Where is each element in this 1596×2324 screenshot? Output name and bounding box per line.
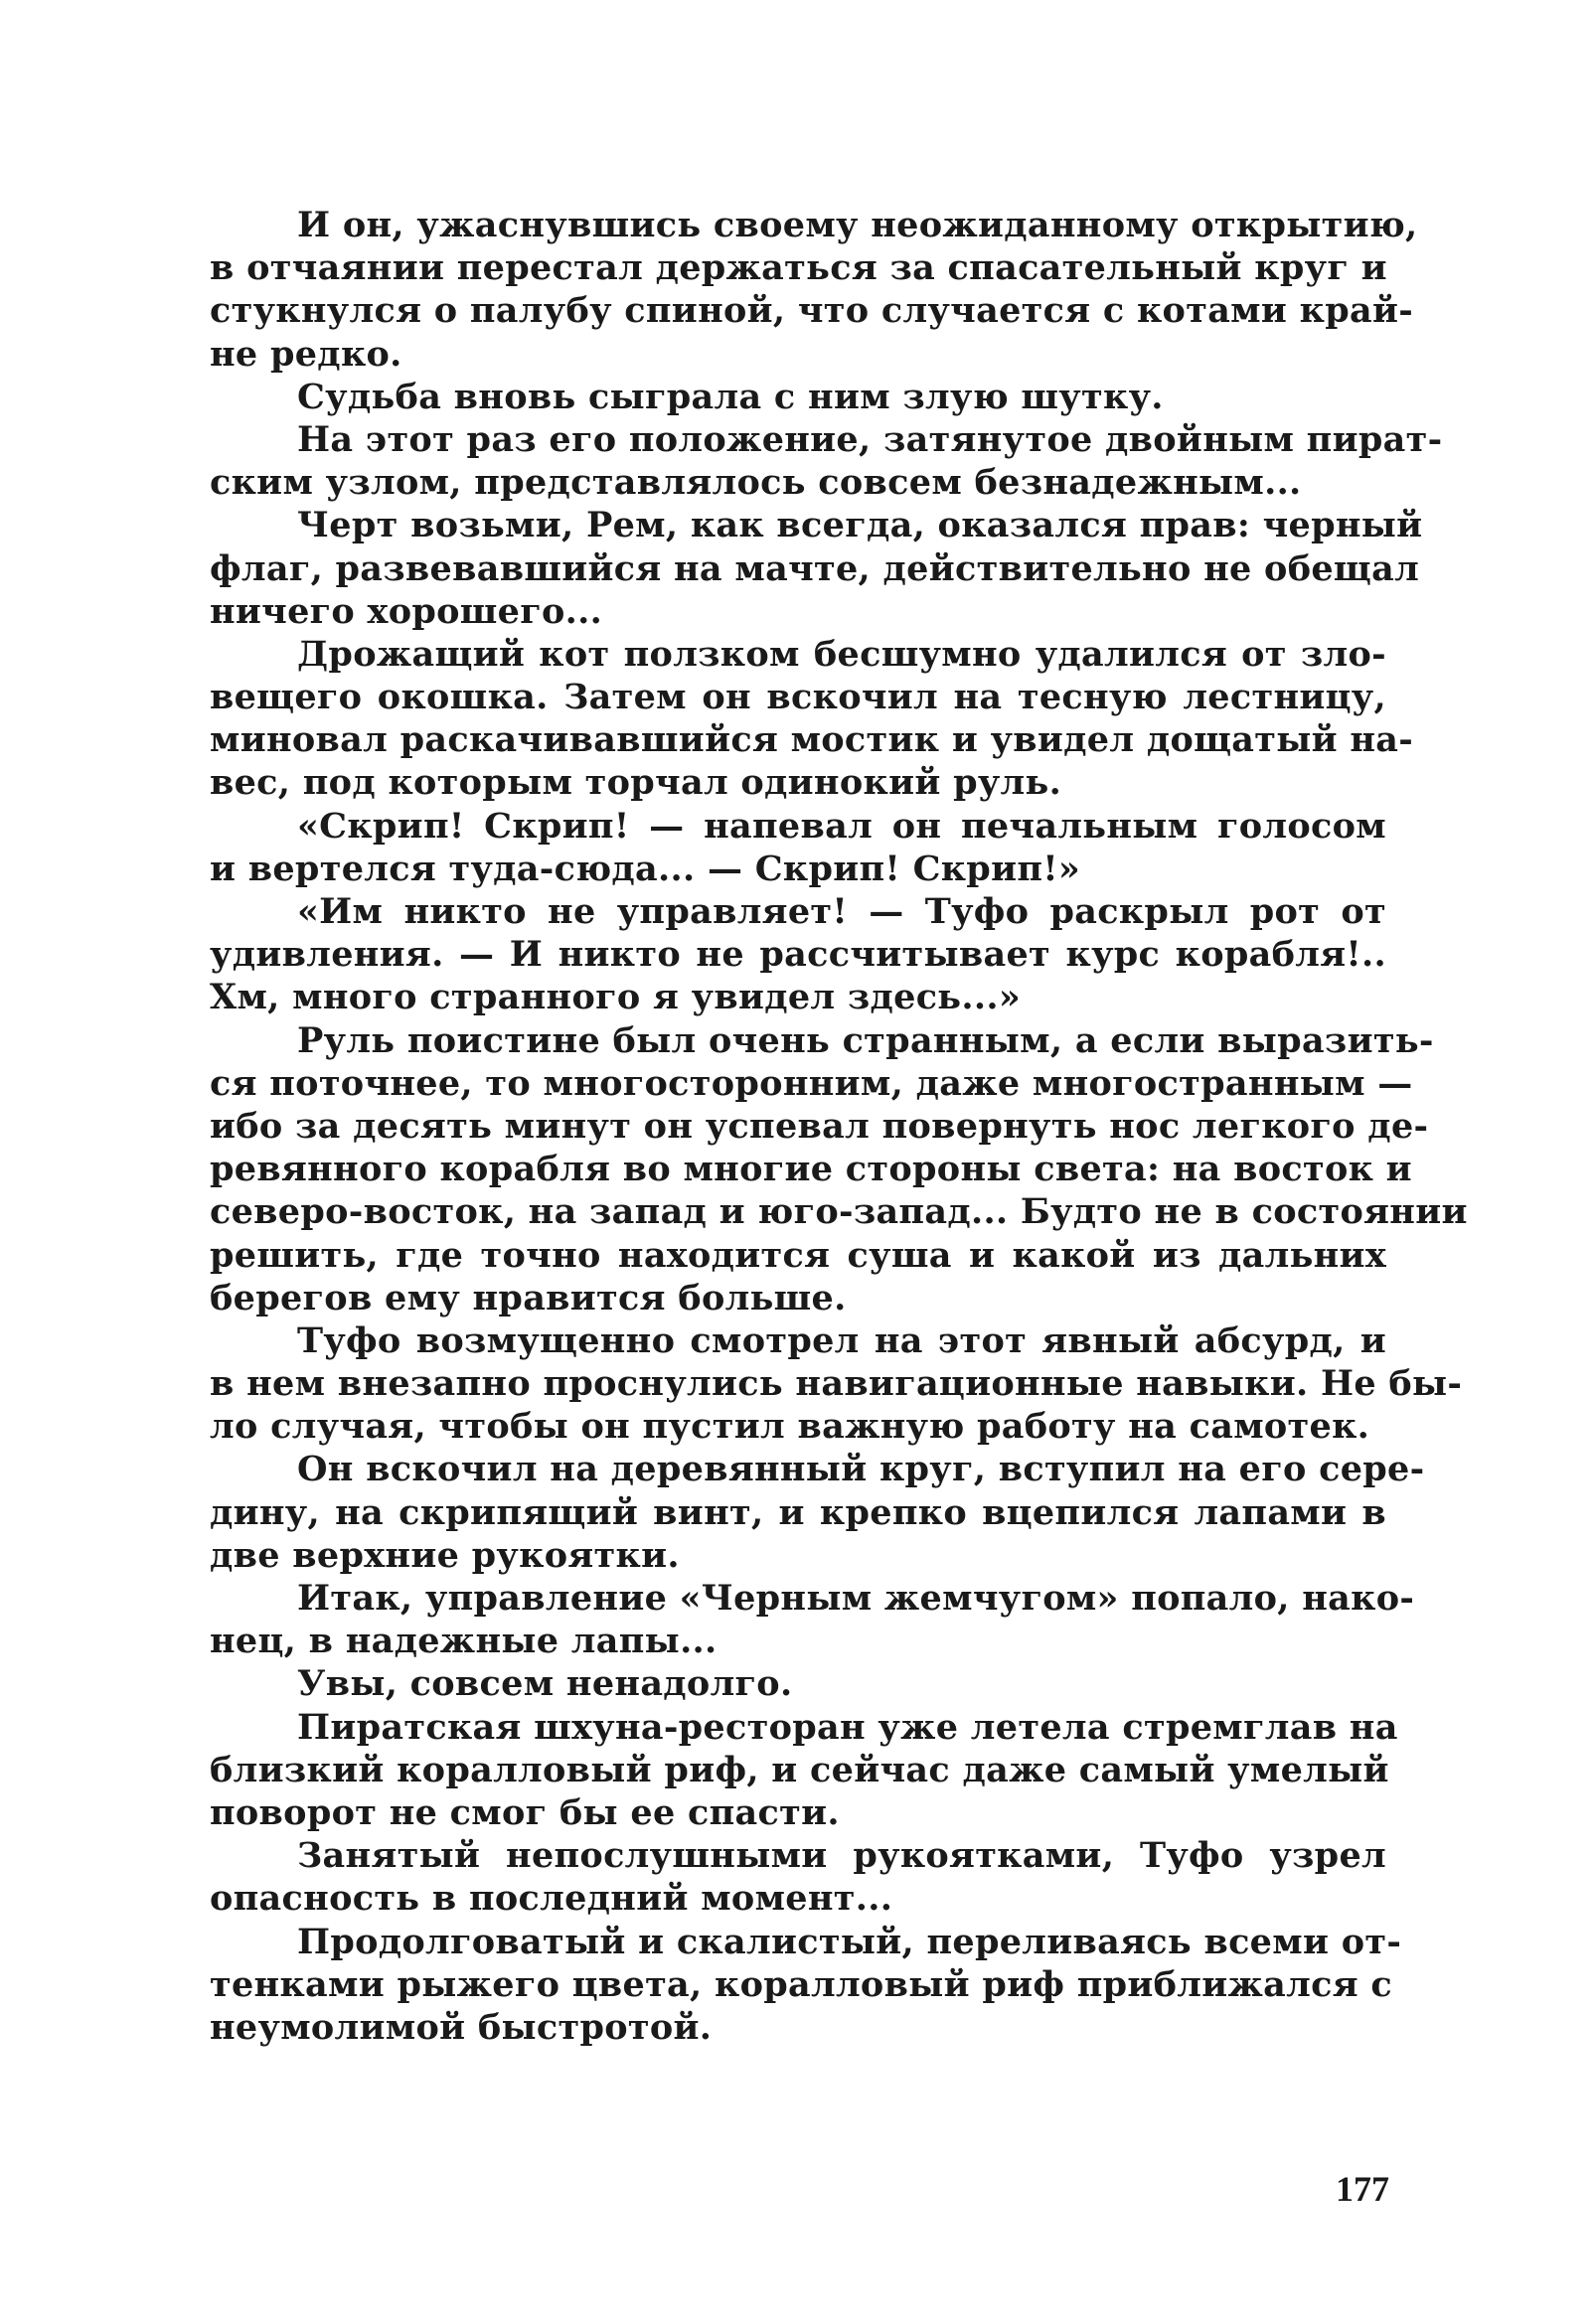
text-line: ло случая, чтобы он пустил важную работу на самотек. xyxy=(210,1406,1370,1448)
text-line: Туфо возмущенно смотрел на этот явный абсурд, и xyxy=(297,1319,1386,1361)
text-line: две верхние рукоятки. xyxy=(210,1534,680,1576)
text-line: Увы, совсем ненадолго. xyxy=(297,1663,793,1705)
body-text xyxy=(210,204,1468,2049)
text-line: Руль поистине был очень странным, а если выразить- xyxy=(297,1019,1434,1061)
text-line: не редко. xyxy=(210,333,402,375)
text-line: дину, на скрипящий винт, и крепко вцепился лапами в xyxy=(210,1491,1386,1533)
page-number: 177 xyxy=(1336,2169,1389,2209)
text-line: удивления. — И никто не рассчитывает курс корабля!.. xyxy=(210,934,1386,976)
text-line: «Скрип! Скрип! — напевал он печальным голосом xyxy=(297,805,1386,847)
text-line: нец, в надежные лапы... xyxy=(210,1621,718,1662)
text-line: Хм, много странного я увидел здесь...» xyxy=(210,977,1021,1018)
text-line: северо-восток, на запад и юго-запад... Будто не в состоянии xyxy=(210,1191,1468,1233)
text-line: И он, ужаснувшись своему неожиданному открытию, xyxy=(297,205,1418,245)
text-line: в отчаянии перестал держаться за спасательный круг и xyxy=(210,247,1387,289)
text-line: Черт возьми, Рем, как всегда, оказался прав: черный xyxy=(297,505,1423,546)
text-line: неумолимой быстротой. xyxy=(210,2006,713,2048)
text-line: ничего хорошего... xyxy=(210,590,603,632)
text-line: опасность в последний момент... xyxy=(210,1878,893,1920)
text-line: Он вскочил на деревянный круг, вступил на его сере- xyxy=(297,1449,1425,1490)
text-line: тенками рыжего цвета, коралловый риф приближался с xyxy=(210,1963,1392,2005)
text-line: поворот не смог бы ее спасти. xyxy=(210,1791,840,1833)
text-line: Дрожащий кот ползком бесшумно удалился от зло- xyxy=(297,633,1386,675)
text-line: Судьба вновь сыграла с ним злую шутку. xyxy=(297,376,1164,417)
text-line: близкий коралловый риф, и сейчас даже самый умелый xyxy=(210,1749,1389,1790)
text-line: ревянного корабля во многие стороны света: на восток и xyxy=(210,1149,1412,1190)
text-line: в нем внезапно проснулись навигационные навыки. Не бы- xyxy=(210,1363,1463,1405)
text-line: флаг, развевавшийся на мачте, действительно не обещал xyxy=(210,547,1420,589)
text-line: «Им никто не управляет! — Туфо раскрыл рот от xyxy=(297,891,1386,932)
text-line: Пиратская шхуна-ресторан уже летела стремглав на xyxy=(297,1706,1398,1748)
text-line: На этот раз его положение, затянутое двойным пират- xyxy=(297,418,1443,460)
text-line: решить, где точно находится суша и какой из дальних xyxy=(210,1234,1386,1276)
text-line: Занятый непослушными рукоятками, Туфо узрел xyxy=(297,1835,1386,1877)
text-line: ся поточнее, то многосторонним, даже многостранным — xyxy=(210,1062,1413,1104)
text-line: ибо за десять минут он успевал повернуть нос легкого де- xyxy=(210,1105,1429,1147)
text-line: вещего окошка. Затем он вскочил на тесную лестницу, xyxy=(210,677,1386,718)
text-line: Продолговатый и скалистый, переливаясь всеми от- xyxy=(297,1921,1402,1962)
text-line: стукнулся о палубу спиной, что случается с котами край- xyxy=(210,290,1414,332)
text-line: и вертелся туда-сюда... — Скрип! Скрип!» xyxy=(210,848,1081,889)
text-line: берегов ему нравится больше. xyxy=(210,1277,847,1318)
text-line: вес, под которым торчал одинокий руль. xyxy=(210,762,1062,804)
text-line: ским узлом, представлялось совсем безнадежным... xyxy=(210,462,1302,504)
text-line: Итак, управление «Черным жемчугом» попало, нако- xyxy=(297,1578,1415,1619)
text-line: миновал раскачивавшийся мостик и увидел дощатый на- xyxy=(210,719,1414,761)
